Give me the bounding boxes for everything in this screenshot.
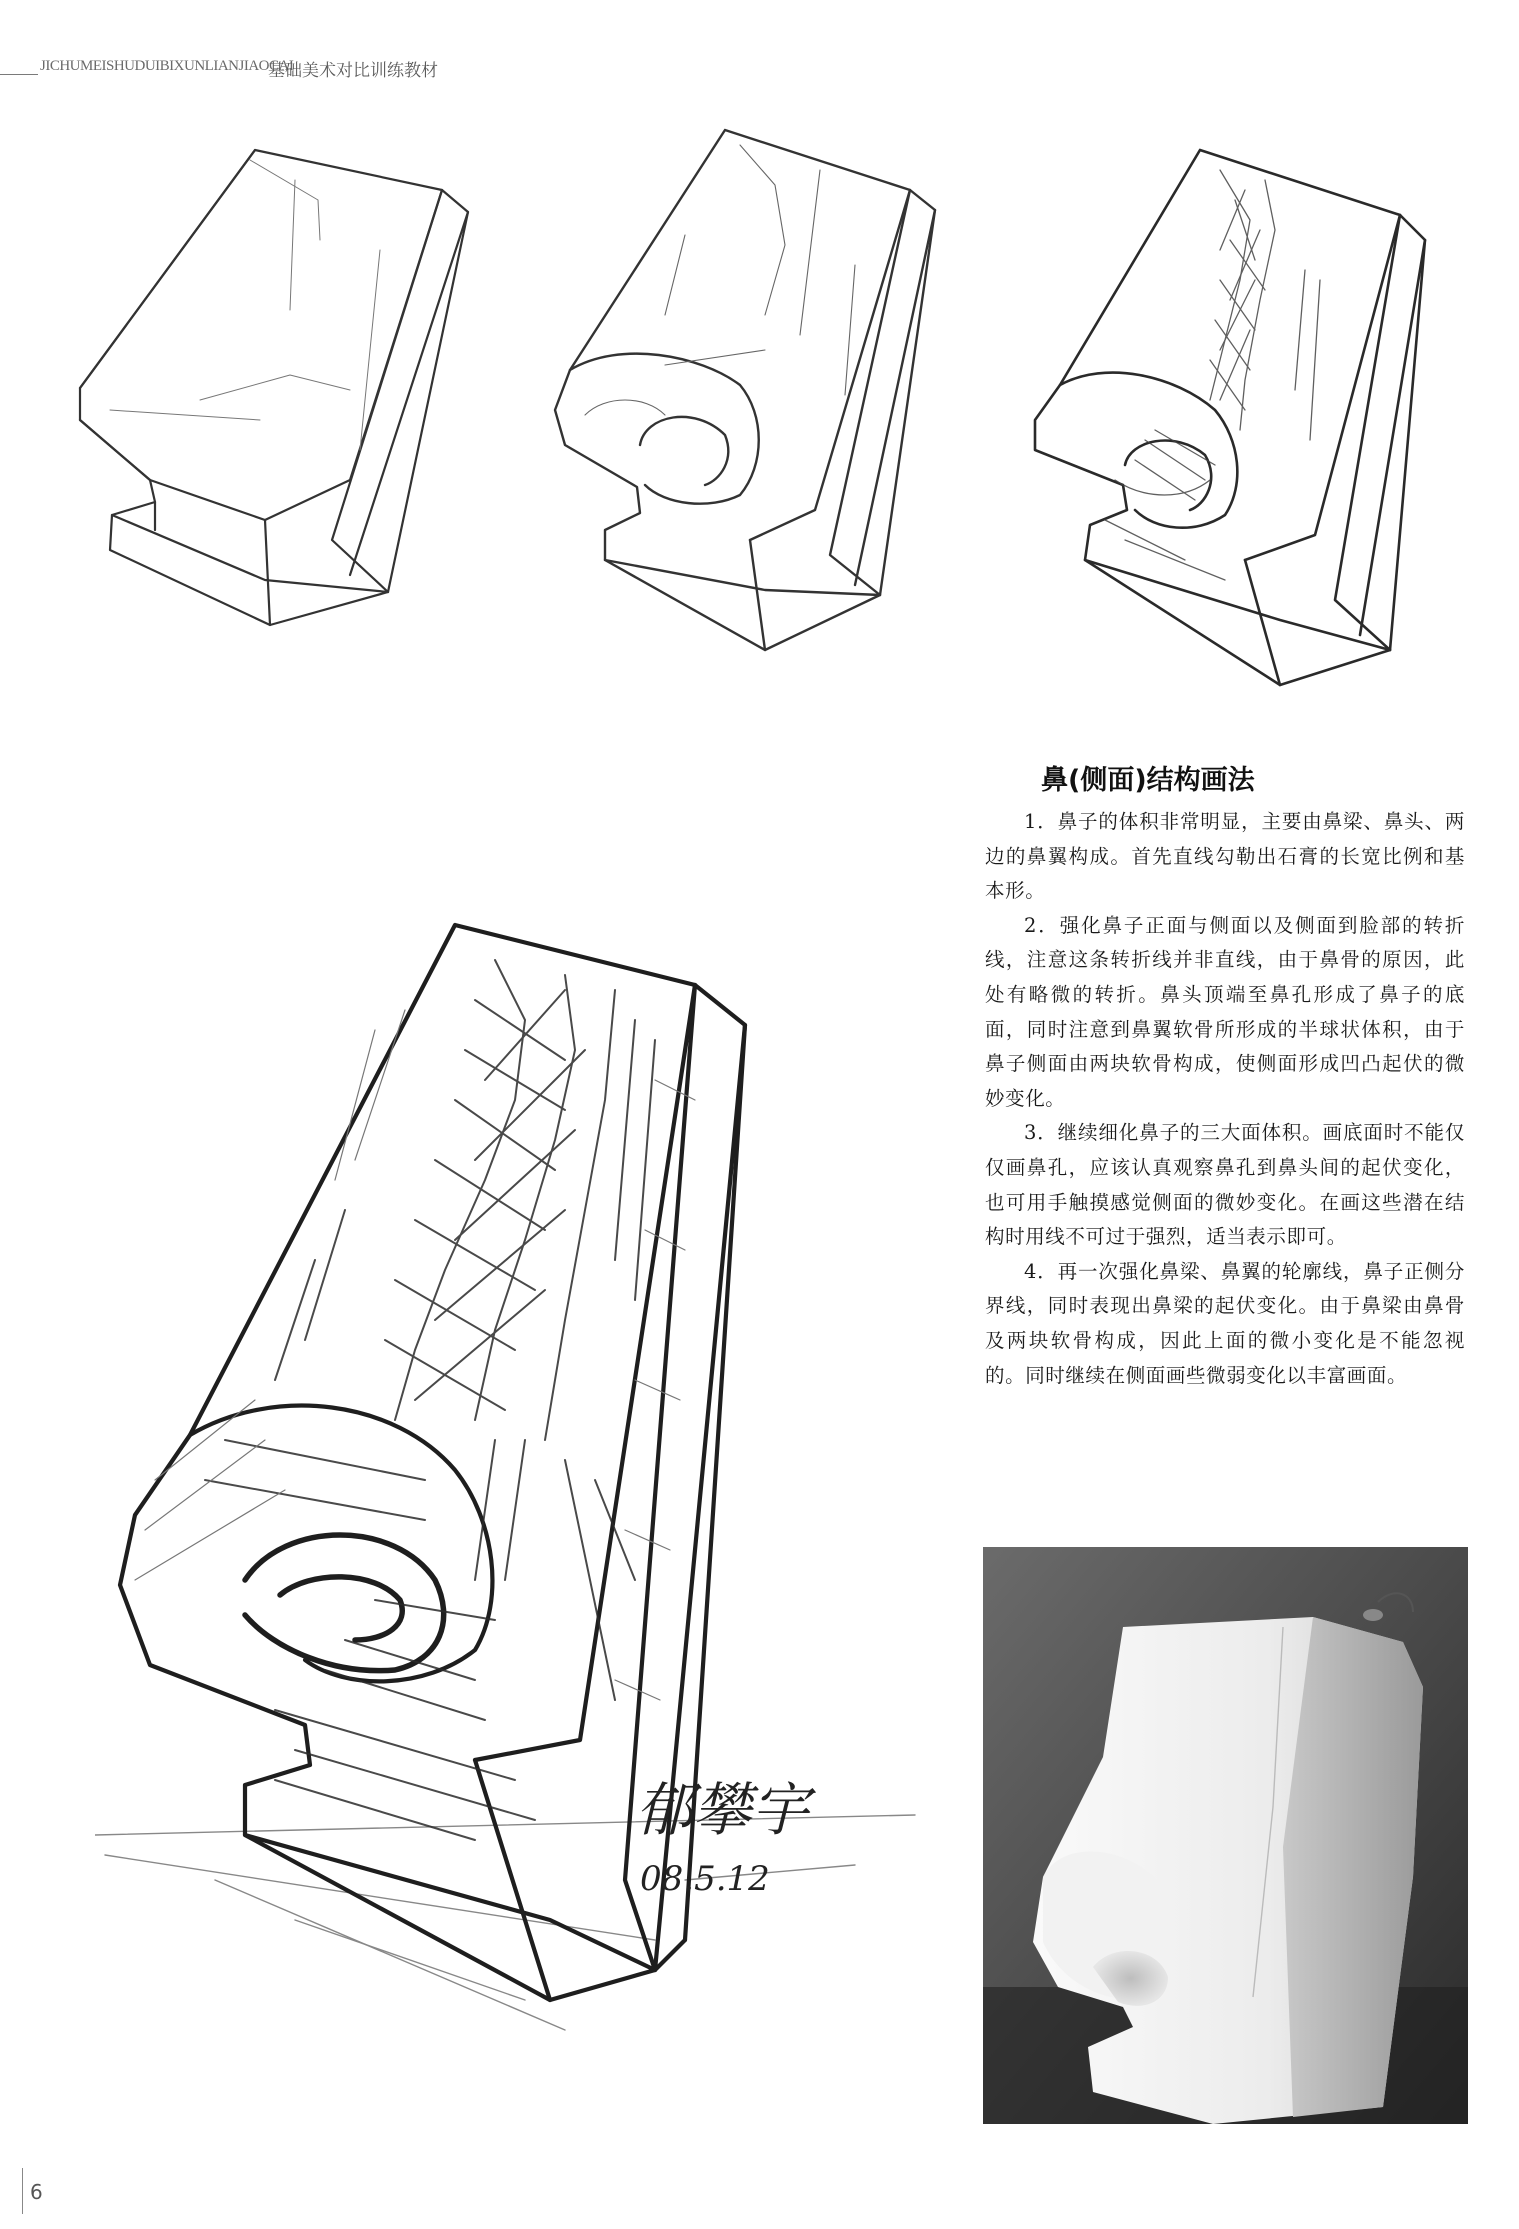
paragraph-step-1: 1．鼻子的体积非常明显，主要由鼻梁、鼻头、两边的鼻翼构成。首先直线勾勒出石膏的长宽比例和基本形。 [985, 810, 1465, 903]
instruction-text-block [985, 758, 1465, 1393]
header-pinyin: JICHUMEISHUDUIBIXUNLIANJIAOCAI [40, 58, 294, 74]
sketch-step-1 [50, 120, 490, 640]
header-title: 基础美术对比训练教材 [268, 61, 438, 81]
reference-photo-plaster-nose [983, 1547, 1468, 2124]
section-title: 鼻(侧面)结构画法 [1041, 765, 1255, 796]
paragraph-step-2: 2．强化鼻子正面与侧面以及侧面到脸部的转折线，注意这条转折线并非直线，由于鼻骨的原因，此处有略微的转折。鼻头顶端至鼻孔形成了鼻子的底面，同时注意到鼻翼软骨所形成的半球状体积，由于鼻子侧面由两块软骨构成，使侧面形成凹凸起伏的微妙变化。 [985, 913, 1465, 1110]
footer-rule [22, 2168, 23, 2214]
sketch-step-3 [1005, 140, 1475, 695]
sketch-main-nose [95, 880, 945, 2060]
signature-date: 08.5.12 [640, 1859, 770, 1899]
paragraph-step-4: 4．再一次强化鼻梁、鼻翼的轮廓线，鼻子正侧分界线，同时表现出鼻梁的起伏变化。由于鼻梁由鼻骨及两块软骨构成，因此上面的微小变化是不能忽视的。同时继续在侧面画些微弱变化以丰富画面。 [985, 1259, 1465, 1387]
sketch-step-2 [525, 115, 965, 660]
signature-name: 郁攀宇 [635, 1776, 810, 1844]
page-number: 6 [30, 2180, 43, 2204]
page-header [0, 52, 1519, 82]
paragraph-step-3: 3．继续细化鼻子的三大面体积。画底面时不能仅仅画鼻孔，应该认真观察鼻孔到鼻头间的起伏变化，也可用手触摸感觉侧面的微妙变化。在画这些潜在结构时用线不可过于强烈，适当表示即可。 [985, 1121, 1465, 1249]
header-rule [0, 74, 38, 75]
